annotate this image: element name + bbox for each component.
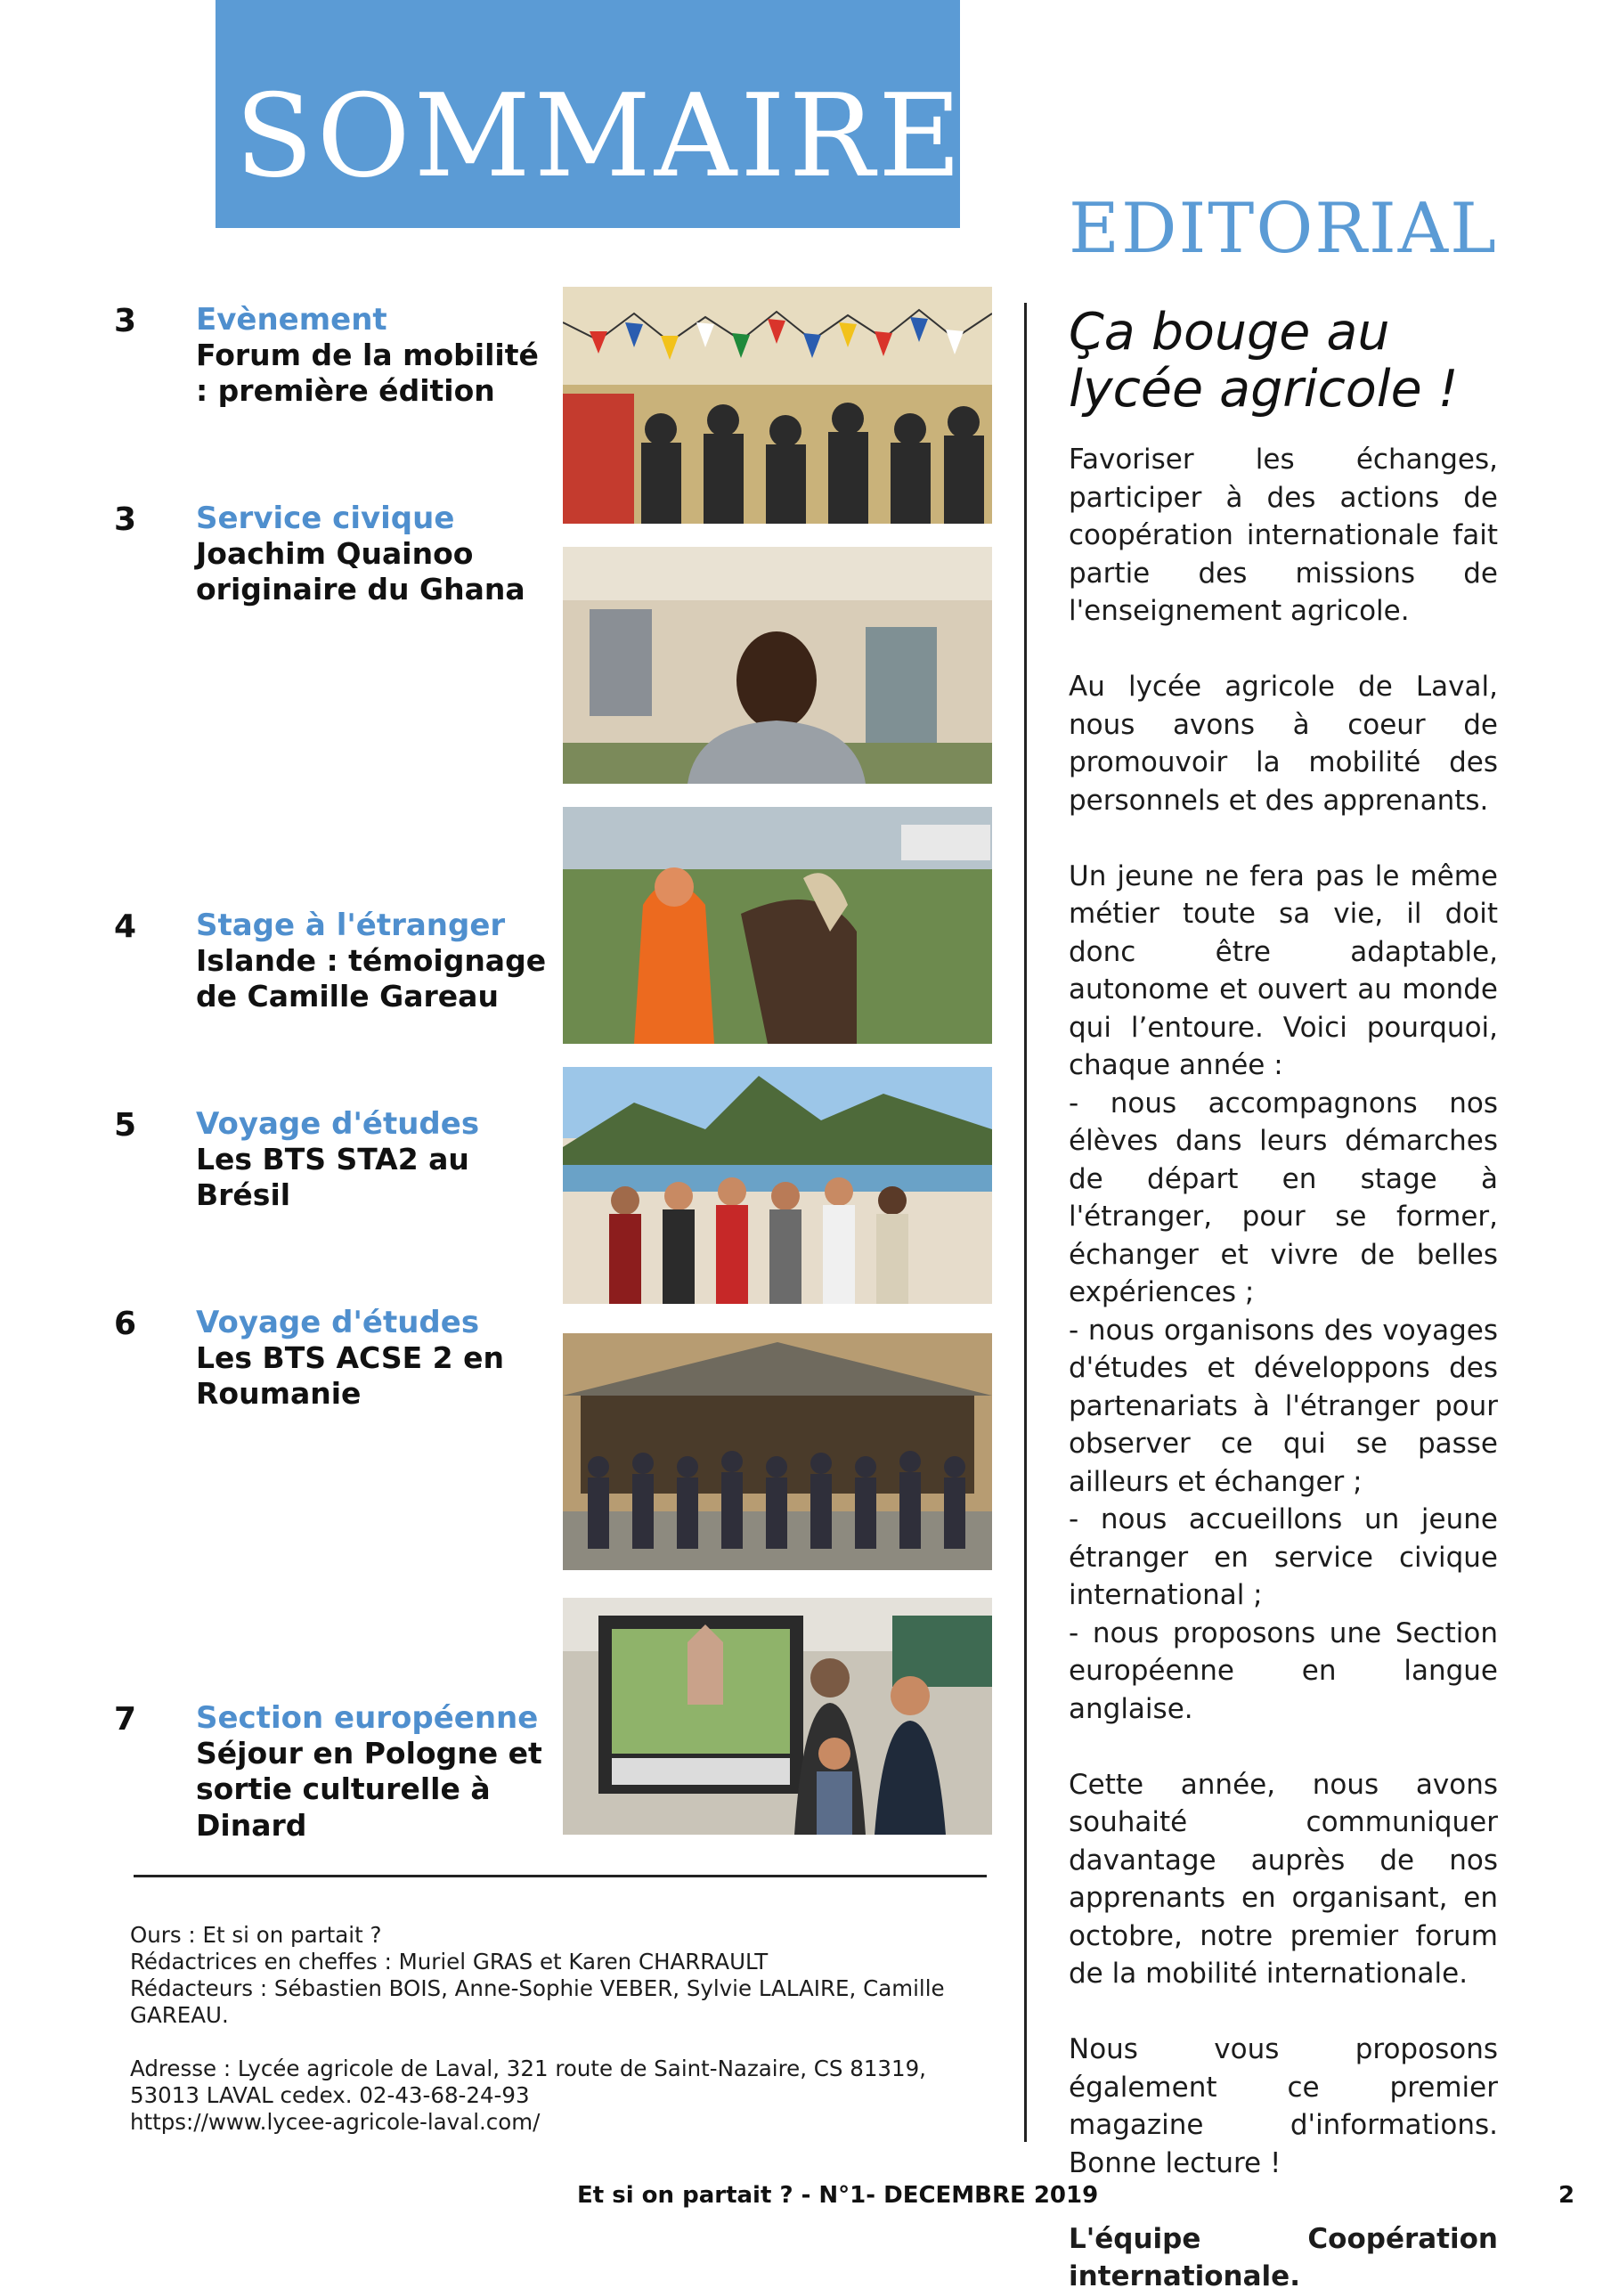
joachim-photo bbox=[563, 547, 992, 784]
editorial-list-item: - nous accompagnons nos élèves dans leurs démarches de départ en stage à l'étranger, pour se former, échanger et vivre de belles expériences ; bbox=[1069, 1087, 1498, 1308]
column-divider bbox=[1024, 303, 1027, 2142]
brazil-photo bbox=[563, 1067, 992, 1304]
forum-photo bbox=[563, 287, 992, 524]
editorial-paragraph: Favoriser les échanges, participer à des actions de coopération internationale fait partie des missions de l'enseignement agricole. bbox=[1069, 444, 1498, 627]
editorial-list-item: - nous organisons des voyages d'études et développons des partenariats à l'étranger pour observer ce qui se passe ailleurs et échanger ; bbox=[1069, 1314, 1498, 1498]
toc-page-number: 5 bbox=[114, 1107, 137, 1144]
editorial-list-item: - nous proposons une Section européenne en langue anglaise. bbox=[1069, 1616, 1498, 1725]
toc-title: Islande : témoignage de Camille Gareau bbox=[196, 943, 547, 1014]
toc-title: Les BTS STA2 au Brésil bbox=[196, 1142, 469, 1213]
credits-address: Adresse : Lycée agricole de Laval, 321 route de Saint-Nazaire, CS 81319, 53013 LAVAL cedex. 02-43-68-24-93 bbox=[130, 2056, 926, 2108]
toc-page-number: 6 bbox=[114, 1306, 137, 1342]
editorial-heading: EDITORIAL bbox=[1069, 189, 1498, 269]
editorial-paragraph: Nous vous proposons également ce premier magazine d'informations. Bonne lecture ! bbox=[1069, 2033, 1498, 2179]
dinard-photo bbox=[563, 1598, 992, 1835]
editorial-paragraph: Au lycée agricole de Laval, nous avons à coeur de promouvoir la mobilité des personnels et des apprenants. bbox=[1069, 671, 1498, 817]
toc-page-number: 4 bbox=[114, 908, 137, 945]
toc-category: Voyage d'études bbox=[196, 1305, 480, 1340]
toc-item[interactable] bbox=[114, 1701, 550, 1844]
iceland-photo bbox=[563, 807, 992, 1044]
credits-ours: Ours : Et si on partait ? bbox=[130, 1922, 382, 1948]
credits-website-link[interactable]: https://www.lycee-agricole-laval.com/ bbox=[130, 2109, 541, 2135]
toc-item[interactable] bbox=[114, 303, 550, 410]
credits-chief-editors: Rédactrices en cheffes : Muriel GRAS et Karen CHARRAULT bbox=[130, 1949, 769, 1974]
toc-page-number: 3 bbox=[114, 501, 137, 538]
toc-category: Section européenne bbox=[196, 1700, 539, 1736]
editorial-subtitle: Ça bouge au lycée agricole ! bbox=[1069, 303, 1459, 419]
editorial-signature: L'équipe Coopération internationale. bbox=[1069, 2222, 1498, 2292]
editorial-paragraph: Un jeune ne fera pas le même métier toute sa vie, il doit donc être adaptable, autonome et ouvert au monde qui l’entoure. Voici pourquoi, chaque année : bbox=[1069, 859, 1498, 1081]
toc-page-number: 3 bbox=[114, 303, 137, 339]
toc-page-number: 7 bbox=[114, 1701, 137, 1738]
toc-category: Evènement bbox=[196, 302, 387, 338]
credits-editors: Rédacteurs : Sébastien BOIS, Anne-Sophie VEBER, Sylvie LALAIRE, Camille GAREAU. bbox=[130, 1975, 945, 2028]
editorial-list-item: - nous accueillons un jeune étranger en service civique international ; bbox=[1069, 1503, 1498, 1611]
toc-item[interactable] bbox=[114, 1306, 550, 1413]
page-number: 2 bbox=[1558, 2182, 1575, 2209]
section-divider bbox=[134, 1875, 987, 1877]
toc-category: Stage à l'étranger bbox=[196, 908, 506, 943]
toc-item[interactable] bbox=[114, 908, 550, 1015]
editorial-paragraph: Cette année, nous avons souhaité communiquer davantage auprès de nos apprenants en organisant, en octobre, notre premier forum de la mobilité internationale. bbox=[1069, 1768, 1498, 1990]
toc-title: Forum de la mobilité : première édition bbox=[196, 338, 539, 409]
romania-photo bbox=[563, 1333, 992, 1570]
editorial-body bbox=[1069, 441, 1498, 2296]
toc-category: Service civique bbox=[196, 501, 455, 536]
footer-publication: Et si on partait ? - N°1- DECEMBRE 2019 bbox=[577, 2182, 1099, 2209]
page-title: SOMMAIRE bbox=[235, 70, 965, 203]
toc-item[interactable] bbox=[114, 501, 550, 608]
toc-title: Séjour en Pologne et sortie culturelle à Dinard bbox=[196, 1736, 542, 1843]
credits-block bbox=[130, 1922, 967, 2136]
toc-item[interactable] bbox=[114, 1107, 550, 1214]
toc-title: Joachim Quainoo originaire du Ghana bbox=[196, 536, 525, 607]
title-banner bbox=[216, 0, 965, 228]
toc-category: Voyage d'études bbox=[196, 1106, 480, 1142]
toc-title: Les BTS ACSE 2 en Roumanie bbox=[196, 1340, 504, 1412]
